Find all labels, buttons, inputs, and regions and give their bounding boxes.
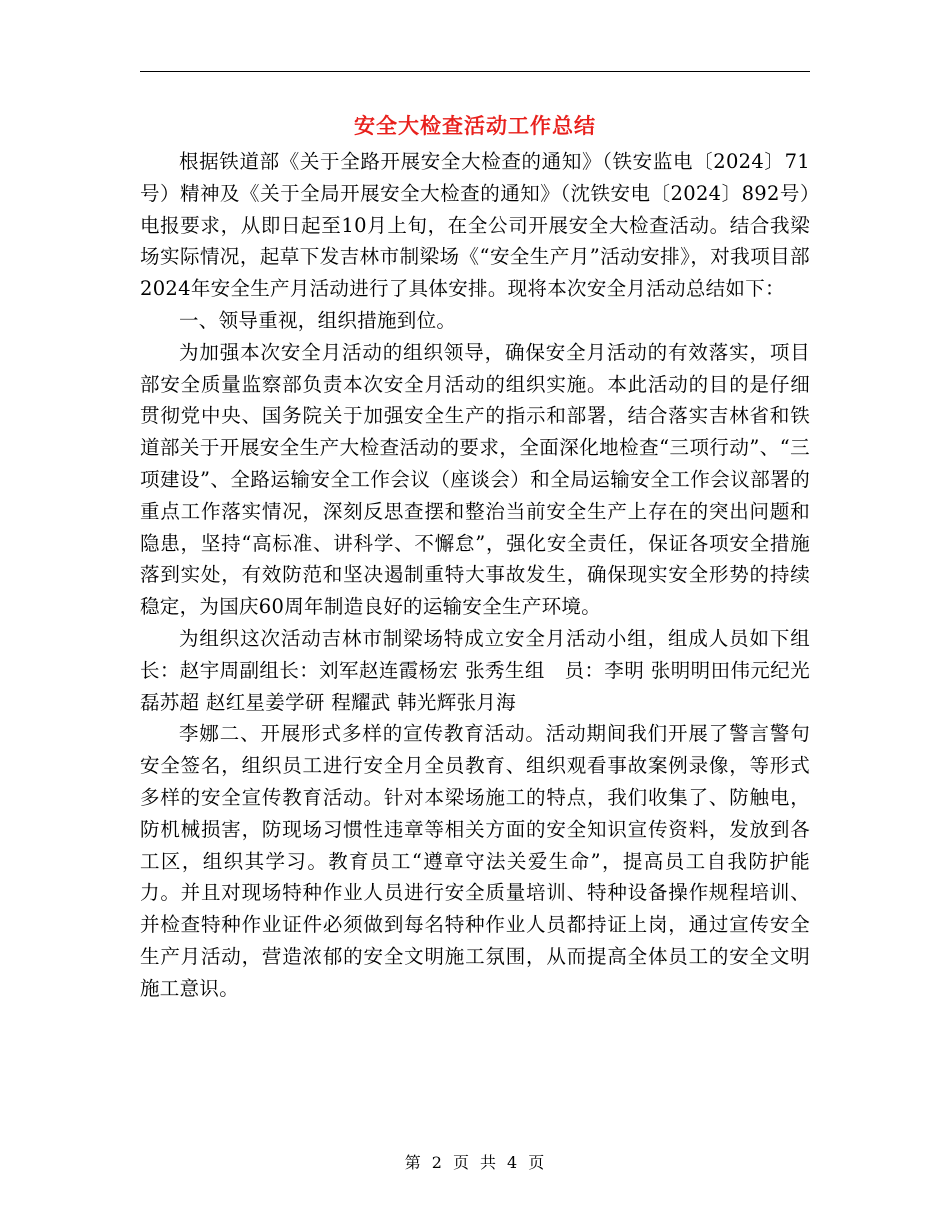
page-number: 2	[431, 1153, 443, 1172]
page-unit: 页	[452, 1153, 470, 1172]
header-rule	[140, 71, 810, 72]
paragraph-intro: 根据铁道部《关于全路开展安全大检查的通知》（铁安监电〔2024〕71号）精神及《关于全局开展安全大检查的通知》（沈铁安电〔2024〕892号）电报要求，从即日起至10月上旬，在全公司开展安全大检查活动。结合我梁场实际情况，起草下发吉林市制梁场《“安全生产月”活动安排》，对我项目部2024年安全生产月活动进行了具体安排。现将本次安全月活动总结如下：	[140, 150, 810, 301]
total-unit: 页	[528, 1153, 546, 1172]
document-title: 安全大检查活动工作总结	[354, 114, 596, 138]
paragraph-education: 李娜二、开展形式多样的宣传教育活动。活动期间我们开展了警言警句安全签名，组织员工进行安全月全员教育、组织观看事故案例录像，等形式多样的安全宣传教育活动。针对本梁场施工的特点，我们收集了、防触电，防机械损害，防现场习惯性违章等相关方面的安全知识宣传资料，发放到各工区，组织其学习。教育员工“遵章守法关爱生命”，提高员工自我防护能力。并且对现场特种作业人员进行安全质量培训、特种设备操作规程培训、并检查特种作业证件必须做到每名特种作业人员都持证上岗，通过宣传安全生产月活动，营造浓郁的安全文明施工氛围，从而提高全体员工的安全文明施工意识。	[140, 722, 810, 1000]
paragraph-organization: 为加强本次安全月活动的组织领导，确保安全月活动的有效落实，项目部安全质量监察部负责本次安全月活动的组织实施。本此活动的目的是仔细贯彻党中央、国务院关于加强安全生产的指示和部署，结合落实吉林省和铁道部关于开展安全生产大检查活动的要求，全面深化地检查“三项行动”、“三项建设”、全路运输安全工作会议（座谈会）和全局运输安全工作会议部署的重点工作落实情况，深刻反思查摆和整治当前安全生产上存在的突出问题和隐患，坚持“高标准、讲科学、不懈怠”，强化安全责任，保证各项安全措施落到实处，有效防范和坚决遏制重特大事故发生，确保现实安全形势的持续稳定，为国庆60周年制造良好的运输安全生产环境。	[140, 340, 810, 619]
paragraph-team-members: 为组织这次活动吉林市制梁场特成立安全月活动小组，组成人员如下组 长：赵宇周副组长：刘军赵连霞杨宏 张秀生组 员：李明 张明明田伟元纪光磊苏超 赵红星姜学研 程耀武 韩光辉张月海	[140, 626, 810, 714]
page-footer	[140, 1150, 810, 1173]
document-body	[140, 146, 810, 1005]
paragraph-section-1-heading: 一、领导重视，组织措施到位。	[179, 308, 457, 332]
total-pages: 4	[507, 1153, 519, 1172]
total-prefix: 共	[480, 1153, 498, 1172]
page-prefix: 第	[404, 1153, 422, 1172]
